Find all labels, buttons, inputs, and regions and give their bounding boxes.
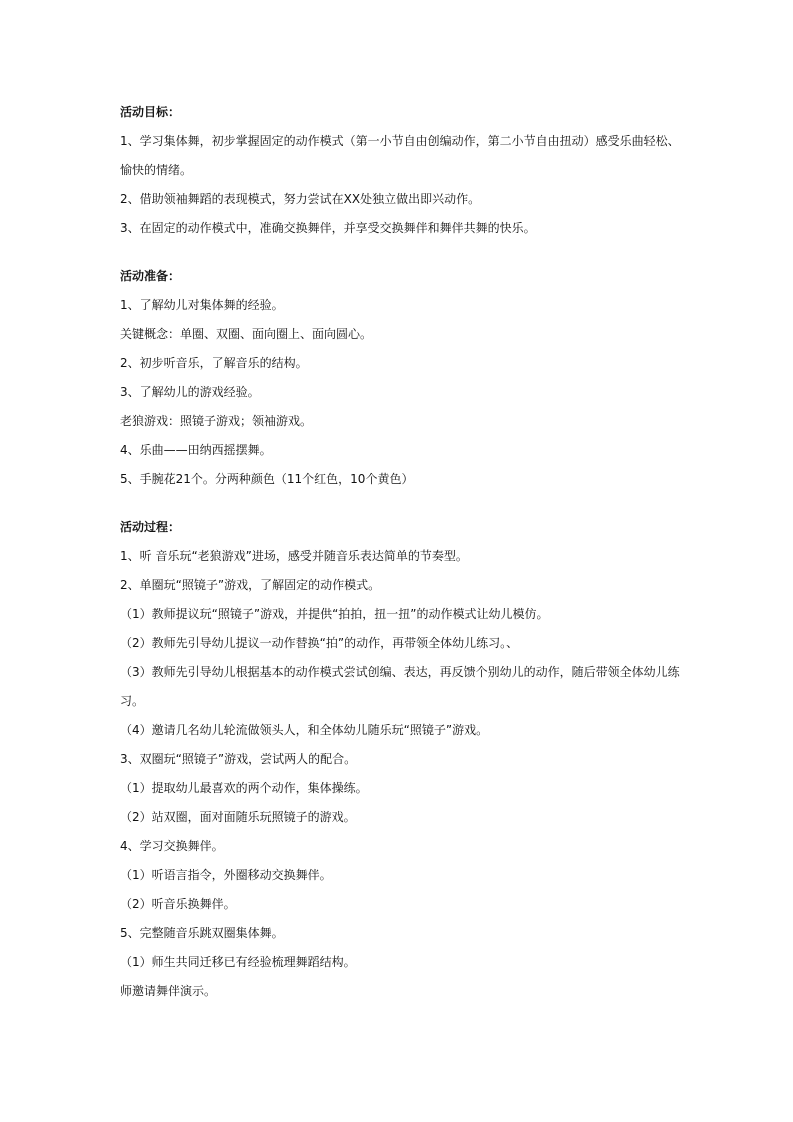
- section-title-process: 活动过程：: [120, 520, 181, 534]
- section-title-preparation: 活动准备：: [120, 269, 181, 283]
- paragraph-line: 愉快的情绪。: [120, 163, 193, 177]
- section-spacer: [120, 243, 690, 262]
- paragraph-line: （3）教师先引导幼儿根据基本的动作模式尝试创编、表达，再反馈个别幼儿的动作，随后带领全体幼儿练: [120, 665, 680, 679]
- paragraph-line: 4、学习交换舞伴。: [120, 839, 224, 853]
- paragraph-line: 2、借助领袖舞蹈的表现模式，努力尝试在XX处独立做出即兴动作。: [120, 192, 481, 206]
- paragraph-line: 5、完整随音乐跳双圈集体舞。: [120, 926, 284, 940]
- paragraph-line: （2）教师先引导幼儿提议一动作替换“拍”的动作，再带领全体幼儿练习。、: [120, 636, 519, 650]
- paragraph-line: （2）听音乐换舞伴。: [120, 897, 236, 911]
- paragraph-line: 3、了解幼儿的游戏经验。: [120, 385, 260, 399]
- section-process: [120, 513, 690, 1006]
- paragraph-line: 师邀请舞伴演示。: [120, 984, 217, 998]
- paragraph-line: 习。: [120, 694, 145, 708]
- paragraph-line: 3、双圈玩“照镜子”游戏，尝试两人的配合。: [120, 752, 357, 766]
- paragraph-line: 老狼游戏：照镜子游戏；领袖游戏。: [120, 414, 313, 428]
- document-page: [120, 98, 690, 1006]
- paragraph-line: 1、学习集体舞，初步掌握固定的动作模式（第一小节自由创编动作，第二小节自由扭动）感受乐曲轻松、: [120, 134, 680, 148]
- paragraph-line: 4、乐曲——田纳西摇摆舞。: [120, 443, 272, 457]
- paragraph-line: 1、听 音乐玩“老狼游戏”进场，感受并随音乐表达简单的节奏型。: [120, 549, 468, 563]
- paragraph-line: （2）站双圈，面对面随乐玩照镜子的游戏。: [120, 810, 356, 824]
- paragraph-line: （1）听语言指令，外圈移动交换舞伴。: [120, 868, 332, 882]
- paragraph-line: （1）师生共同迁移已有经验梳理舞蹈结构。: [120, 955, 356, 969]
- paragraph-line: 2、初步听音乐，了解音乐的结构。: [120, 356, 308, 370]
- paragraph-line: （4）邀请几名幼儿轮流做领头人，和全体幼儿随乐玩“照镜子”游戏。: [120, 723, 489, 737]
- section-goals: [120, 98, 690, 243]
- section-spacer: [120, 494, 690, 513]
- section-preparation: [120, 262, 690, 494]
- paragraph-line: 2、单圈玩“照镜子”游戏，了解固定的动作模式。: [120, 578, 381, 592]
- paragraph-line: 关键概念：单圈、双圈、面向圈上、面向圆心。: [120, 327, 373, 341]
- paragraph-line: 5、手腕花21个。分两种颜色（11个红色，10个黄色）: [120, 472, 414, 486]
- paragraph-line: （1）教师提议玩“照镜子”游戏，并提供“拍拍，扭一扭”的动作模式让幼儿模仿。: [120, 607, 549, 621]
- paragraph-line: 1、了解幼儿对集体舞的经验。: [120, 298, 284, 312]
- paragraph-line: （1）提取幼儿最喜欢的两个动作，集体操练。: [120, 781, 368, 795]
- paragraph-line: 3、在固定的动作模式中，准确交换舞伴，并享受交换舞伴和舞伴共舞的快乐。: [120, 221, 536, 235]
- section-title-goals: 活动目标：: [120, 105, 181, 119]
